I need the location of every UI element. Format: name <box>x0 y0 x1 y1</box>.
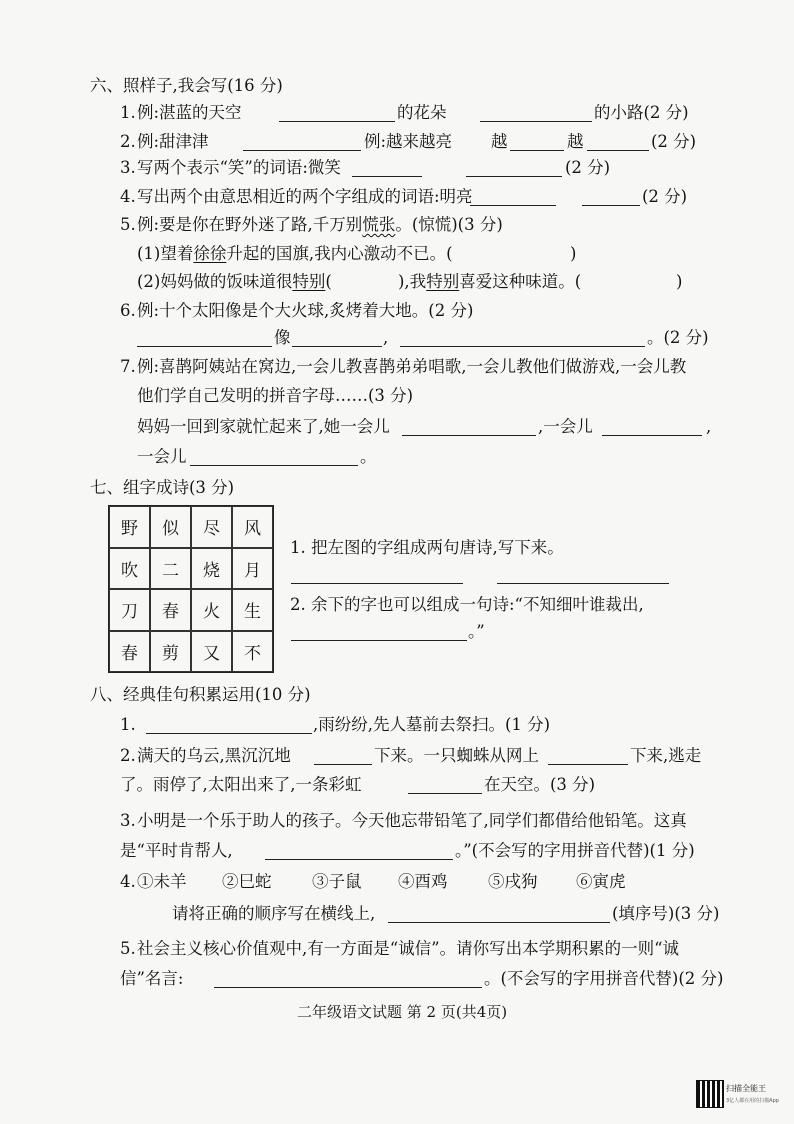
q8-2-e: 在天空。(3 分) <box>484 775 596 794</box>
q8-4-h: (填序号)(3 分) <box>612 904 720 923</box>
zodiac-2: ②巳蛇 <box>222 872 272 891</box>
q6-7-c: 妈妈一回到家就忙起来了,她一会儿 <box>137 417 390 436</box>
answer-line[interactable] <box>292 346 382 347</box>
zodiac-4: ④酉鸡 <box>398 872 448 891</box>
q6-7-num: 7. <box>120 357 136 376</box>
q8-3-num: 3. <box>120 811 136 830</box>
underlined-word: 特别 <box>292 272 326 291</box>
section-7-title: 七、组字成诗(3 分) <box>90 478 235 497</box>
q6-7-b: 他们学自己发明的拼音字母……(3 分) <box>137 386 414 405</box>
q6-3-a: 写两个表示“笑”的词语:微笑 <box>137 158 341 177</box>
q8-3-a: 小明是一个乐于助人的孩子。今天他忘带铅笔了,同学们都借给他铅笔。这真 <box>137 811 687 830</box>
q6-1-b: 的花朵 <box>397 103 447 122</box>
answer-line[interactable] <box>314 764 372 765</box>
q6-1-num: 1. <box>120 103 136 122</box>
q6-5-sub2-b: ),我特别喜爱这种味道。( <box>398 272 582 291</box>
q8-2-num: 2. <box>120 746 136 765</box>
watermark-sub: 3亿人都在用的扫描App <box>726 1098 779 1104</box>
q6-6-d: 。(2 分) <box>647 328 709 347</box>
q8-4-num: 4. <box>120 872 136 891</box>
grid-cell: 剪 <box>150 631 191 673</box>
q6-6-example: 例:十个太阳像是个大火球,炙烤着大地。(2 分) <box>137 301 474 320</box>
underlined-word: 特别 <box>426 272 460 291</box>
grid-cell: 不 <box>232 631 273 673</box>
answer-line[interactable] <box>190 465 358 466</box>
q6-2-b: 例:越来越亮 <box>364 132 453 151</box>
q6-2-d: 越 <box>567 132 584 151</box>
answer-line[interactable] <box>265 859 453 860</box>
grid-cell: 风 <box>232 506 273 548</box>
watermark-brand: 扫描全能王 <box>726 1084 766 1093</box>
answer-line[interactable] <box>510 150 564 151</box>
answer-line[interactable] <box>480 121 592 122</box>
q8-3-c: 。”(不会写的字用拼音代替)(1 分) <box>455 841 695 860</box>
q7-2-end: 。” <box>468 622 485 641</box>
q6-5-num: 5. <box>120 215 136 234</box>
q6-5-sub1-close: ) <box>570 244 577 263</box>
character-grid <box>108 505 274 673</box>
zodiac-3: ③子鼠 <box>312 872 362 891</box>
q8-4-g: 请将正确的顺序写在横线上, <box>172 904 376 923</box>
q6-6-b: 像 <box>274 328 291 347</box>
q7-1: 1. 把左图的字组成两句唐诗,写下来。 <box>290 538 564 557</box>
answer-line[interactable] <box>470 205 556 206</box>
q8-2-b: 下来。一只蜘蛛从网上 <box>374 746 539 765</box>
answer-line[interactable] <box>602 435 702 436</box>
zodiac-1: ①未羊 <box>137 872 187 891</box>
zodiac-5: ⑤戌狗 <box>488 872 538 891</box>
grid-cell: 火 <box>191 589 232 631</box>
grid-cell: 生 <box>232 589 273 631</box>
q8-2-c: 下来,逃走 <box>630 746 702 765</box>
q6-5-sub2-close: ) <box>676 272 683 291</box>
grid-cell: 刀 <box>109 589 150 631</box>
answer-line[interactable] <box>582 205 640 206</box>
q8-5-b: 信”名言: <box>120 969 184 988</box>
answer-line[interactable] <box>291 640 467 641</box>
q6-4-b: (2 分) <box>642 187 688 206</box>
q8-5-a: 社会主义核心价值观中,有一方面是“诚信”。请你写出本学期积累的一则“诚 <box>137 939 680 958</box>
answer-line[interactable] <box>548 764 628 765</box>
answer-line[interactable] <box>388 922 610 923</box>
q6-7-a: 例:喜鹊阿姨站在窝边,一会儿教喜鹊弟弟唱歌,一会儿教他们做游戏,一会儿教 <box>137 357 687 376</box>
answer-line[interactable] <box>497 583 669 584</box>
grid-cell: 又 <box>191 631 232 673</box>
qr-code-icon <box>696 1080 724 1108</box>
section-8-title: 八、经典佳句积累运用(10 分) <box>90 685 311 704</box>
grid-cell: 吹 <box>109 548 150 590</box>
q6-6-c: , <box>383 328 389 347</box>
q6-2-c: 越 <box>491 132 508 151</box>
q6-2-num: 2. <box>120 132 136 151</box>
q6-5-sub2-a: (2)妈妈做的饭味道很特别( <box>137 272 332 291</box>
page-footer: 二年级语文试题 第 2 页(共4页) <box>297 1003 508 1021</box>
grid-cell: 似 <box>150 506 191 548</box>
q6-7-g: 。 <box>360 447 377 466</box>
q6-5-example: 例:要是你在野外迷了路,千万别慌张。(惊慌)(3 分) <box>137 215 503 234</box>
grid-cell: 野 <box>109 506 150 548</box>
q8-2-d: 了。雨停了,太阳出来了,一条彩虹 <box>120 775 362 794</box>
underlined-word: 徐徐 <box>193 244 227 263</box>
q8-1-num: 1. <box>120 715 136 734</box>
q6-3-b: (2 分) <box>565 158 611 177</box>
grid-cell: 月 <box>232 548 273 590</box>
q8-1-a: ,雨纷纷,先人墓前去祭扫。(1 分) <box>313 715 551 734</box>
grid-cell: 尽 <box>191 506 232 548</box>
answer-line[interactable] <box>400 346 645 347</box>
q8-5-c: 。(不会写的字用拼音代替)(2 分) <box>484 969 724 988</box>
answer-line[interactable] <box>402 435 536 436</box>
q6-1-c: 的小路(2 分) <box>594 103 689 122</box>
q6-6-num: 6. <box>120 301 136 320</box>
answer-line[interactable] <box>146 733 312 734</box>
q7-2: 2. 余下的字也可以组成一句诗:“不知细叶谁裁出, <box>290 595 644 614</box>
q6-7-d: ,一会儿 <box>538 417 593 436</box>
answer-line[interactable] <box>137 346 272 347</box>
q6-4-a: 写出两个由意思相近的两个字组成的词语:明亮 <box>137 187 473 206</box>
q6-2-e: (2 分) <box>651 132 697 151</box>
answer-line[interactable] <box>291 583 463 584</box>
q8-5-num: 5. <box>120 939 136 958</box>
answer-line[interactable] <box>279 121 395 122</box>
answer-line[interactable] <box>466 176 562 177</box>
q6-7-e: , <box>706 417 712 436</box>
marked-word: 慌张 <box>362 215 396 234</box>
answer-line[interactable] <box>243 150 361 151</box>
answer-line[interactable] <box>214 987 482 988</box>
grid-cell: 烧 <box>191 548 232 590</box>
q6-7-f: 一会儿 <box>137 447 187 466</box>
answer-line[interactable] <box>352 176 422 177</box>
grid-cell: 二 <box>150 548 191 590</box>
q6-5-sub1: (1)望着徐徐升起的国旗,我内心激动不已。( <box>137 244 453 263</box>
section-6-title: 六、照样子,我会写(16 分) <box>90 76 283 95</box>
zodiac-6: ⑥寅虎 <box>576 872 626 891</box>
q8-2-a: 满天的乌云,黑沉沉地 <box>137 746 291 765</box>
q6-2-a: 例:甜津津 <box>137 132 209 151</box>
q8-3-b: 是“平时肯帮人, <box>120 841 233 860</box>
q6-4-num: 4. <box>120 187 136 206</box>
answer-line[interactable] <box>587 150 649 151</box>
answer-line[interactable] <box>408 793 482 794</box>
grid-cell: 春 <box>150 589 191 631</box>
grid-cell: 春 <box>109 631 150 673</box>
q6-1-example: 例:湛蓝的天空 <box>137 103 242 122</box>
q6-3-num: 3. <box>120 158 136 177</box>
